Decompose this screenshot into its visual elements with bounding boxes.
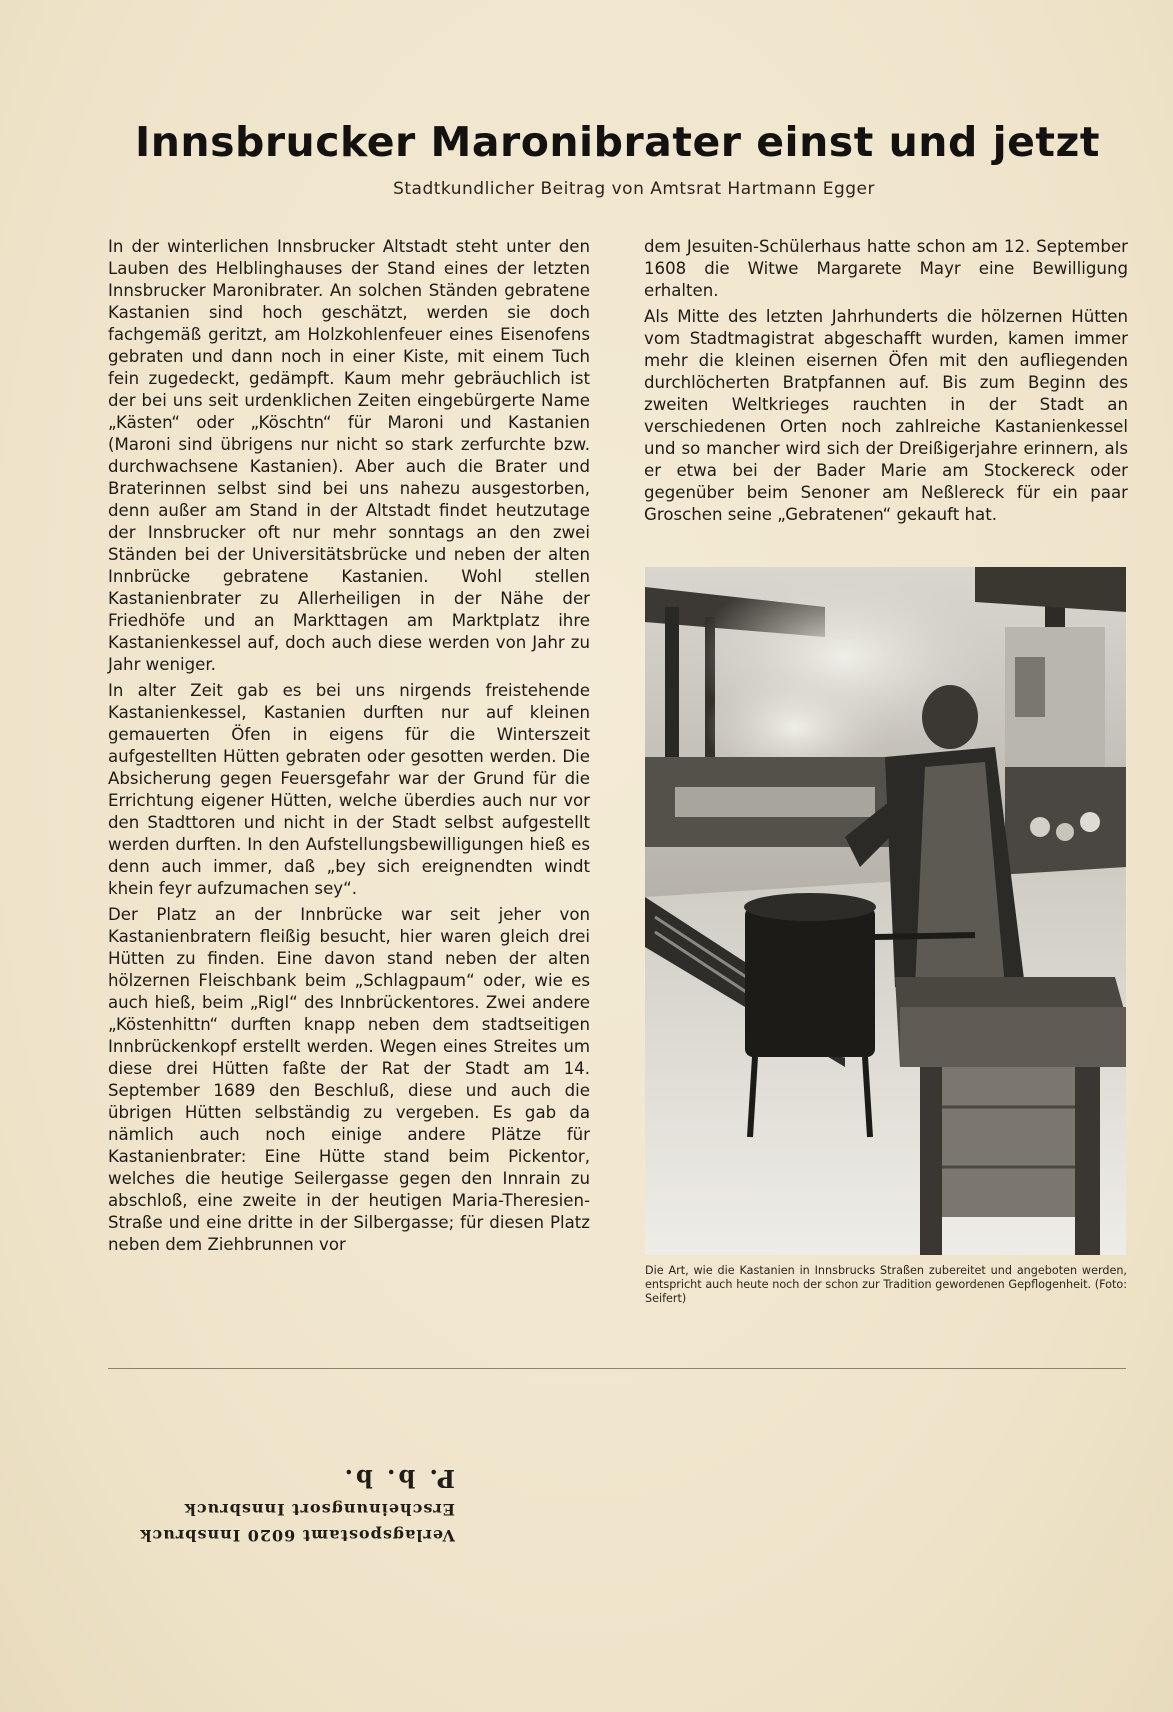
divider <box>108 1368 1126 1369</box>
paragraph: dem Jesuiten-Schülerhaus hatte schon am 12. September 1608 die Witwe Margarete Mayr eine Bewilligung erhalten. <box>644 237 1128 300</box>
paragraph: In der winterlichen Innsbrucker Altstadt steht unter den Lauben des Helblinghauses der Stand eines der letzten Innsbrucker Maronibrater. An solchen Ständen gebratene Kastanien sind hoch geschätzt, werden sie doch fachgemäß geritzt, am Holzkohlenfeuer eines Eisenofens gebraten und dann noch in einer Kiste, mit einem Tuch fein zugedeckt, gedämpft. Kaum mehr gebräuchlich ist der bei uns seit urdenklichen Zeiten eingebürgerte Name „Kästen“ oder „Köschtn“ für Maroni und Kastanien (Maroni sind übrigens nur nicht so stark zerfurchte bzw. durchwachsene Kastanien). Aber auch die Brater und Braterinnen selbst sind bei uns nahezu ausgestorben, denn außer am Stand in der Altstadt findet heutzutage der Innsbrucker oft nur mehr sonntags an den zwei Ständen bei der Universitätsbrücke und neben der alten Innbrücke gebratene Kastanien. Wohl stellen Kastanienbrater zu Allerheiligen in der Nähe der Friedhöfe und an Markttagen am Marktplatz ihre Kastanienkessel auf, doch auch diese werden von Jahr zu Jahr weniger. <box>108 237 590 674</box>
article-title: Innsbrucker Maronibrater einst und jetzt <box>134 118 1100 166</box>
photo-caption: Die Art, wie die Kastanien in Innsbrucks Straßen zubereitet und angeboten werden, entspricht auch heute noch der schon zur Tradition gewordenen Gepflogenheit. (Foto: Seifert) <box>645 1264 1127 1305</box>
article-subtitle: Stadtkundlicher Beitrag von Amtsrat Hartmann Egger <box>393 179 875 199</box>
postal-mark: P. b. b. <box>341 1464 455 1493</box>
postal-line-verlagspostamt: Verlagspostamt 6020 Innsbruck <box>139 1526 455 1545</box>
postal-line-erscheinungsort: Erscheinungsort Innsbruck <box>183 1500 455 1519</box>
paragraph: In alter Zeit gab es bei uns nirgends freistehende Kastanienkessel, Kastanien durften nur auf kleinen gemauerten Öfen in eigens für die Winterszeit aufgestellten Hütten gebraten oder gesotten werden. Die Absicherung gegen Feuersgefahr war der Grund für die Errichtung eigener Hütten, welche überdies auch nur vor den Stadttoren und nicht in der Stadt selbst aufgestellt werden durften. In den Aufstellungsbewilligungen hieß es denn auch immer, daß „bey sich ereignendten windt khein feyr aufzumachen sey“. <box>108 681 590 898</box>
paragraph: Der Platz an der Innbrücke war seit jeher von Kastanienbratern fleißig besucht, hier waren gleich drei Hütten zu finden. Eine davon stand neben der alten hölzernen Fleischbank beim „Schlagpaum“ oder, wie es auch hieß, beim „Rigl“ des Innbrückentores. Zwei andere „Köstenhittn“ durften knapp neben dem stadtseitigen Innbrückenkopf erstellt werden. Wegen eines Streites um diese drei Hütten faßte der Rat der Stadt am 14. September 1689 den Beschluß, diese und auch die übrigen Hütten selbständig zu vergeben. Es gab da nämlich auch noch einige andere Plätze für Kastanienbrater: Eine Hütte stand beim Pickentor, welches die heutige Seilergasse gegen den Innrain zu abschloß, eine zweite in der heutigen Maria-Theresien-Straße und eine dritte in der Silbergasse; für diesen Platz neben dem Ziehbrunnen vor <box>108 905 590 1254</box>
postal-imprint <box>95 1458 455 1548</box>
right-column <box>644 236 1128 530</box>
left-column <box>108 236 590 1260</box>
paragraph: Als Mitte des letzten Jahrhunderts die hölzernen Hütten vom Stadtmagistrat abgeschafft wurden, kamen immer mehr die kleinen eisernen Öfen mit den aufliegenden durchlöcherten Bratpfannen auf. Bis zum Beginn des zweiten Weltkrieges rauchten in der Stadt an verschiedenen Orten noch zahlreiche Kastanienkessel und so mancher wird sich der Dreißigerjahre erinnern, als er etwa bei der Bader Marie am Stockereck oder gegenüber beim Senoner am Neßlereck für ein paar Groschen seine „Gebratenen“ gekauft hat. <box>644 307 1128 524</box>
chestnut-stand-photo <box>645 567 1126 1255</box>
